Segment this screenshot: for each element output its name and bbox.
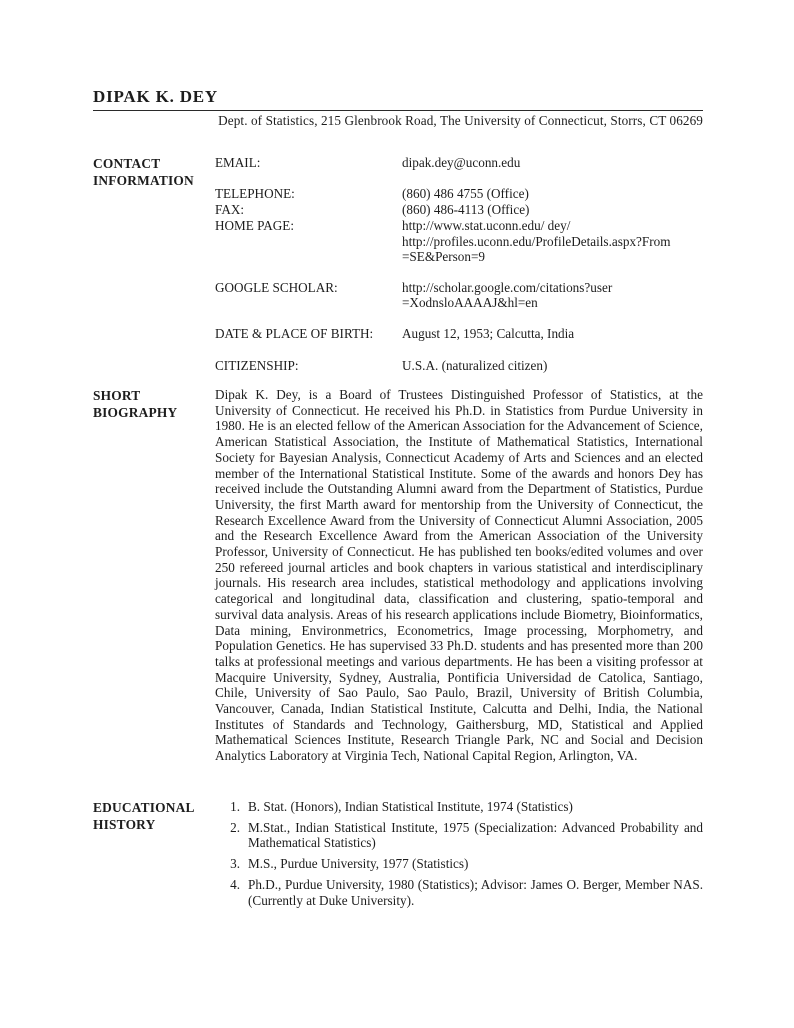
education-item-text: M.Stat., Indian Statistical Institute, 1975 (Specialization: Advanced Probability and Mathematical Statistics) <box>248 819 703 851</box>
education-item-number: 3. <box>230 856 240 872</box>
contact-heading-line-1: CONTACT <box>93 156 161 171</box>
contact-row-fax <box>215 202 703 218</box>
person-name: DIPAK K. DEY <box>93 87 218 106</box>
telephone-label: TELEPHONE: <box>215 186 295 201</box>
bio-paragraph: Dipak K. Dey, is a Board of Trustees Distinguished Professor of Statistics, at the University of Connecticut. He received his Ph.D. in Statistics from Purdue University in 1980. He is an elected fellow of the American Association for the Advancement of Science, American Statistical Association, the Institute of Mathematical Statistics, International Society for Bayesian Analysis, Connecticut Academy of Arts and Sciences and an elected member of the International Statistical Institute. Some of the awards and honors Dey has received include the Outstanding Alumni award from the Department of Statistics, Purdue University, the first Marth award for mentorship from the University of Connecticut, the Research Excellence Award from the University of Connecticut Alumni Association, 2005 and the Research Excellence Award from the American Association of the University Professor, University of Connecticut. He has published ten books/edited volumes and over 250 refereed journal articles and book chapters in various statistical and interdisciplinary journals. His research area includes, statistical methodology and applications involving categorical and longitudinal data, classification and clustering, spatio-temporal and survival data analysis. Areas of his research applications include Biometry, Bioinformatics, Data mining, Environmetrics, Econometrics, Image processing, Morphometry, and Population Genetics. He has supervised 33 Ph.D. students and has presented more than 200 talks at professional meetings and various departments. He has been a visiting professor at Macquire University, Sydney, Australia, Pontificia Universidad de Catolica, Santiago, Chile, University of Sao Paulo, Sao Paulo, Brazil, University of British Columbia, Vancouver, Canada, Indian Statistical Institute, Calcutta and Delhi, India, the National Institutes of Standards and Technology, Gaithersburg, MD, Statistical and Applied Mathematical Sciences Institute, Research Triangle Park, NC and Social and Decision Analytics Laboratory at Virginia Tech, National Capital Region, Arlington, VA. <box>215 387 703 764</box>
google-scholar-url-line-1[interactable]: http://scholar.google.com/citations?user <box>402 279 613 295</box>
header <box>93 87 703 129</box>
google-scholar-url[interactable] <box>402 280 703 311</box>
fax-value: (860) 486-4113 (Office) <box>402 202 530 217</box>
education-list <box>215 799 703 908</box>
homepage-label: HOME PAGE: <box>215 218 295 233</box>
fax-label: FAX: <box>215 202 245 217</box>
telephone-value: (860) 486 4755 (Office) <box>402 186 529 201</box>
bio-heading-line-2: BIOGRAPHY <box>93 404 178 420</box>
contact-row-homepage <box>215 218 703 265</box>
citizenship-value: U.S.A. (naturalized citizen) <box>402 357 548 373</box>
homepage-url-line-2[interactable]: http://profiles.uconn.edu/ProfileDetails.aspx?From <box>402 233 671 249</box>
education-heading-line-1: EDUCATIONAL <box>93 800 195 815</box>
citizenship-label: CITIZENSHIP: <box>215 357 299 373</box>
education-item-text: B. Stat. (Honors), Indian Statistical Institute, 1974 (Statistics) <box>248 799 573 814</box>
education-item <box>215 799 703 815</box>
education-item-number: 1. <box>230 799 240 814</box>
address-line: Dept. of Statistics, 215 Glenbrook Road, The University of Connecticut, Storrs, CT 06269 <box>218 113 703 128</box>
email-value[interactable]: dipak.dey@uconn.edu <box>402 155 521 170</box>
bio-heading-line-1: SHORT <box>93 388 141 403</box>
contact-rows <box>215 155 703 374</box>
contact-row-citizenship <box>215 358 703 374</box>
contact-row-birth <box>215 326 703 342</box>
section-short-biography <box>93 387 703 764</box>
birth-value: August 12, 1953; Calcutta, India <box>402 325 575 341</box>
education-item-text: Ph.D., Purdue University, 1980 (Statistics); Advisor: James O. Berger, Member NAS. (Currently at Duke University). <box>248 876 703 908</box>
contact-section-heading <box>93 156 215 189</box>
google-scholar-url-line-2[interactable]: =XodnsloAAAAJ&hl=en <box>402 295 538 311</box>
contact-heading-line-2: INFORMATION <box>93 172 194 188</box>
email-label: EMAIL: <box>215 155 261 170</box>
education-item-text: M.S., Purdue University, 1977 (Statistics) <box>248 856 469 872</box>
contact-row-telephone <box>215 186 703 202</box>
contact-row-google-scholar <box>215 280 703 311</box>
education-item <box>215 856 703 872</box>
google-scholar-label: GOOGLE SCHOLAR: <box>215 279 338 295</box>
education-item <box>215 877 703 908</box>
birth-label: DATE & PLACE OF BIRTH: <box>215 325 374 341</box>
section-educational-history <box>93 799 703 913</box>
bio-section-heading <box>93 388 215 421</box>
education-item <box>215 820 703 851</box>
education-item-number: 2. <box>230 819 240 835</box>
homepage-url-line-3[interactable]: =SE&Person=9 <box>402 249 486 265</box>
contact-row-email <box>215 155 703 171</box>
section-contact-information <box>93 155 703 374</box>
education-heading-line-2: HISTORY <box>93 816 156 832</box>
homepage-url-line-1[interactable]: http://www.stat.uconn.edu/ dey/ <box>402 218 571 233</box>
education-section-heading <box>93 800 215 833</box>
homepage-url[interactable] <box>402 218 703 265</box>
education-item-number: 4. <box>230 876 240 892</box>
